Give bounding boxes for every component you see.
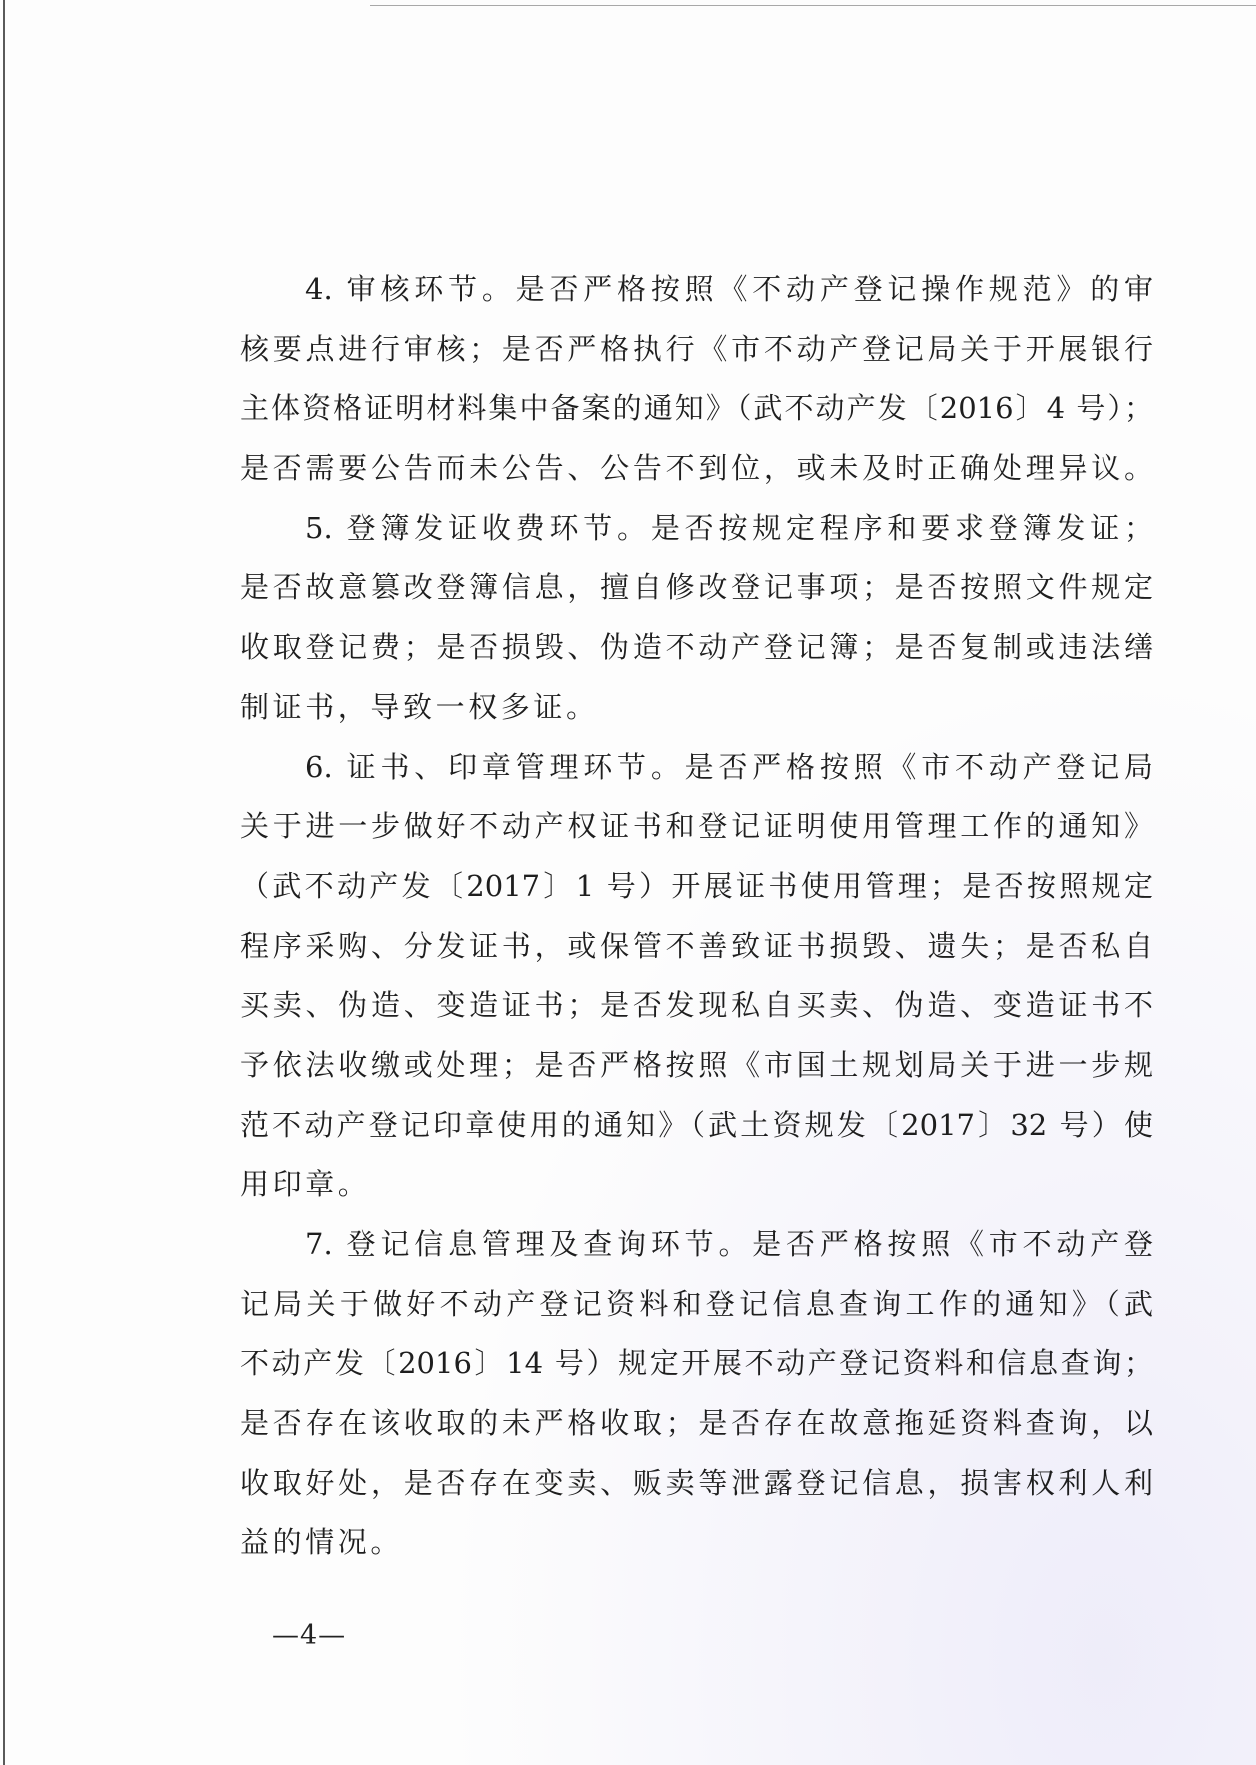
text-line: 是否需要公告而未公告、公告不到位，或未及时正确处理异议。 bbox=[240, 451, 1153, 486]
text-line: 收取好处，是否存在变卖、贩卖等泄露登记信息，损害权利人利 bbox=[240, 1465, 1153, 1500]
paragraph-certificate-seal-management-stage bbox=[240, 738, 1153, 1216]
text-line: 制证书，导致一权多证。 bbox=[240, 689, 599, 724]
text-line: 4. 审核环节。是否严格按照《不动产登记操作规范》的审 bbox=[305, 272, 1153, 306]
text-line: 核要点进行审核；是否严格执行《市不动产登记局关于开展银行 bbox=[240, 331, 1153, 366]
paragraph-review-stage bbox=[240, 260, 1153, 499]
text-line: 5. 登簿发证收费环节。是否按规定程序和要求登簿发证； bbox=[305, 510, 1153, 545]
text-line: 主体资格证明材料集中备案的通知》（武不动产发〔2016〕4 号）； bbox=[240, 391, 1153, 426]
text-line: 用印章。 bbox=[240, 1167, 371, 1202]
scan-edge-top bbox=[370, 5, 1256, 6]
text-line: 是否故意篡改登簿信息，擅自修改登记事项；是否按照文件规定 bbox=[240, 570, 1153, 605]
text-line: （武不动产发〔2017〕1 号）开展证书使用管理；是否按照规定 bbox=[240, 868, 1153, 903]
text-line: 收取登记费；是否损毁、伪造不动产登记簿；是否复制或违法缮 bbox=[240, 630, 1153, 665]
text-line: 6. 证书、印章管理环节。是否严格按照《市不动产登记局 bbox=[305, 749, 1153, 784]
text-line: 7. 登记信息管理及查询环节。是否严格按照《市不动产登 bbox=[305, 1227, 1153, 1261]
text-line: 不动产发〔2016〕14 号）规定开展不动产登记资料和信息查询； bbox=[240, 1346, 1153, 1381]
text-line: 益的情况。 bbox=[240, 1525, 404, 1560]
text-line: 记局关于做好不动产登记资料和登记信息查询工作的通知》（武 bbox=[240, 1286, 1153, 1321]
text-line: 关于进一步做好不动产权证书和登记证明使用管理工作的通知》 bbox=[240, 809, 1153, 844]
text-line: 予依法收缴或处理；是否严格按照《市国土规划局关于进一步规 bbox=[240, 1047, 1153, 1082]
paragraph-registration-info-query-stage bbox=[240, 1215, 1153, 1573]
paragraph-registration-certificate-fee-stage bbox=[240, 499, 1153, 738]
text-line: 程序采购、分发证书，或保管不善致证书损毁、遗失；是否私自 bbox=[240, 928, 1153, 963]
text-line: 范不动产登记印章使用的通知》（武土资规发〔2017〕32 号）使 bbox=[240, 1107, 1153, 1142]
text-line: 买卖、伪造、变造证书；是否发现私自买卖、伪造、变造证书不 bbox=[240, 988, 1153, 1023]
text-line: 是否存在该收取的未严格收取；是否存在故意拖延资料查询，以 bbox=[240, 1406, 1153, 1441]
document-body bbox=[240, 260, 1153, 1573]
page-number: —4— bbox=[272, 1620, 347, 1651]
scan-edge-left bbox=[3, 0, 5, 1765]
